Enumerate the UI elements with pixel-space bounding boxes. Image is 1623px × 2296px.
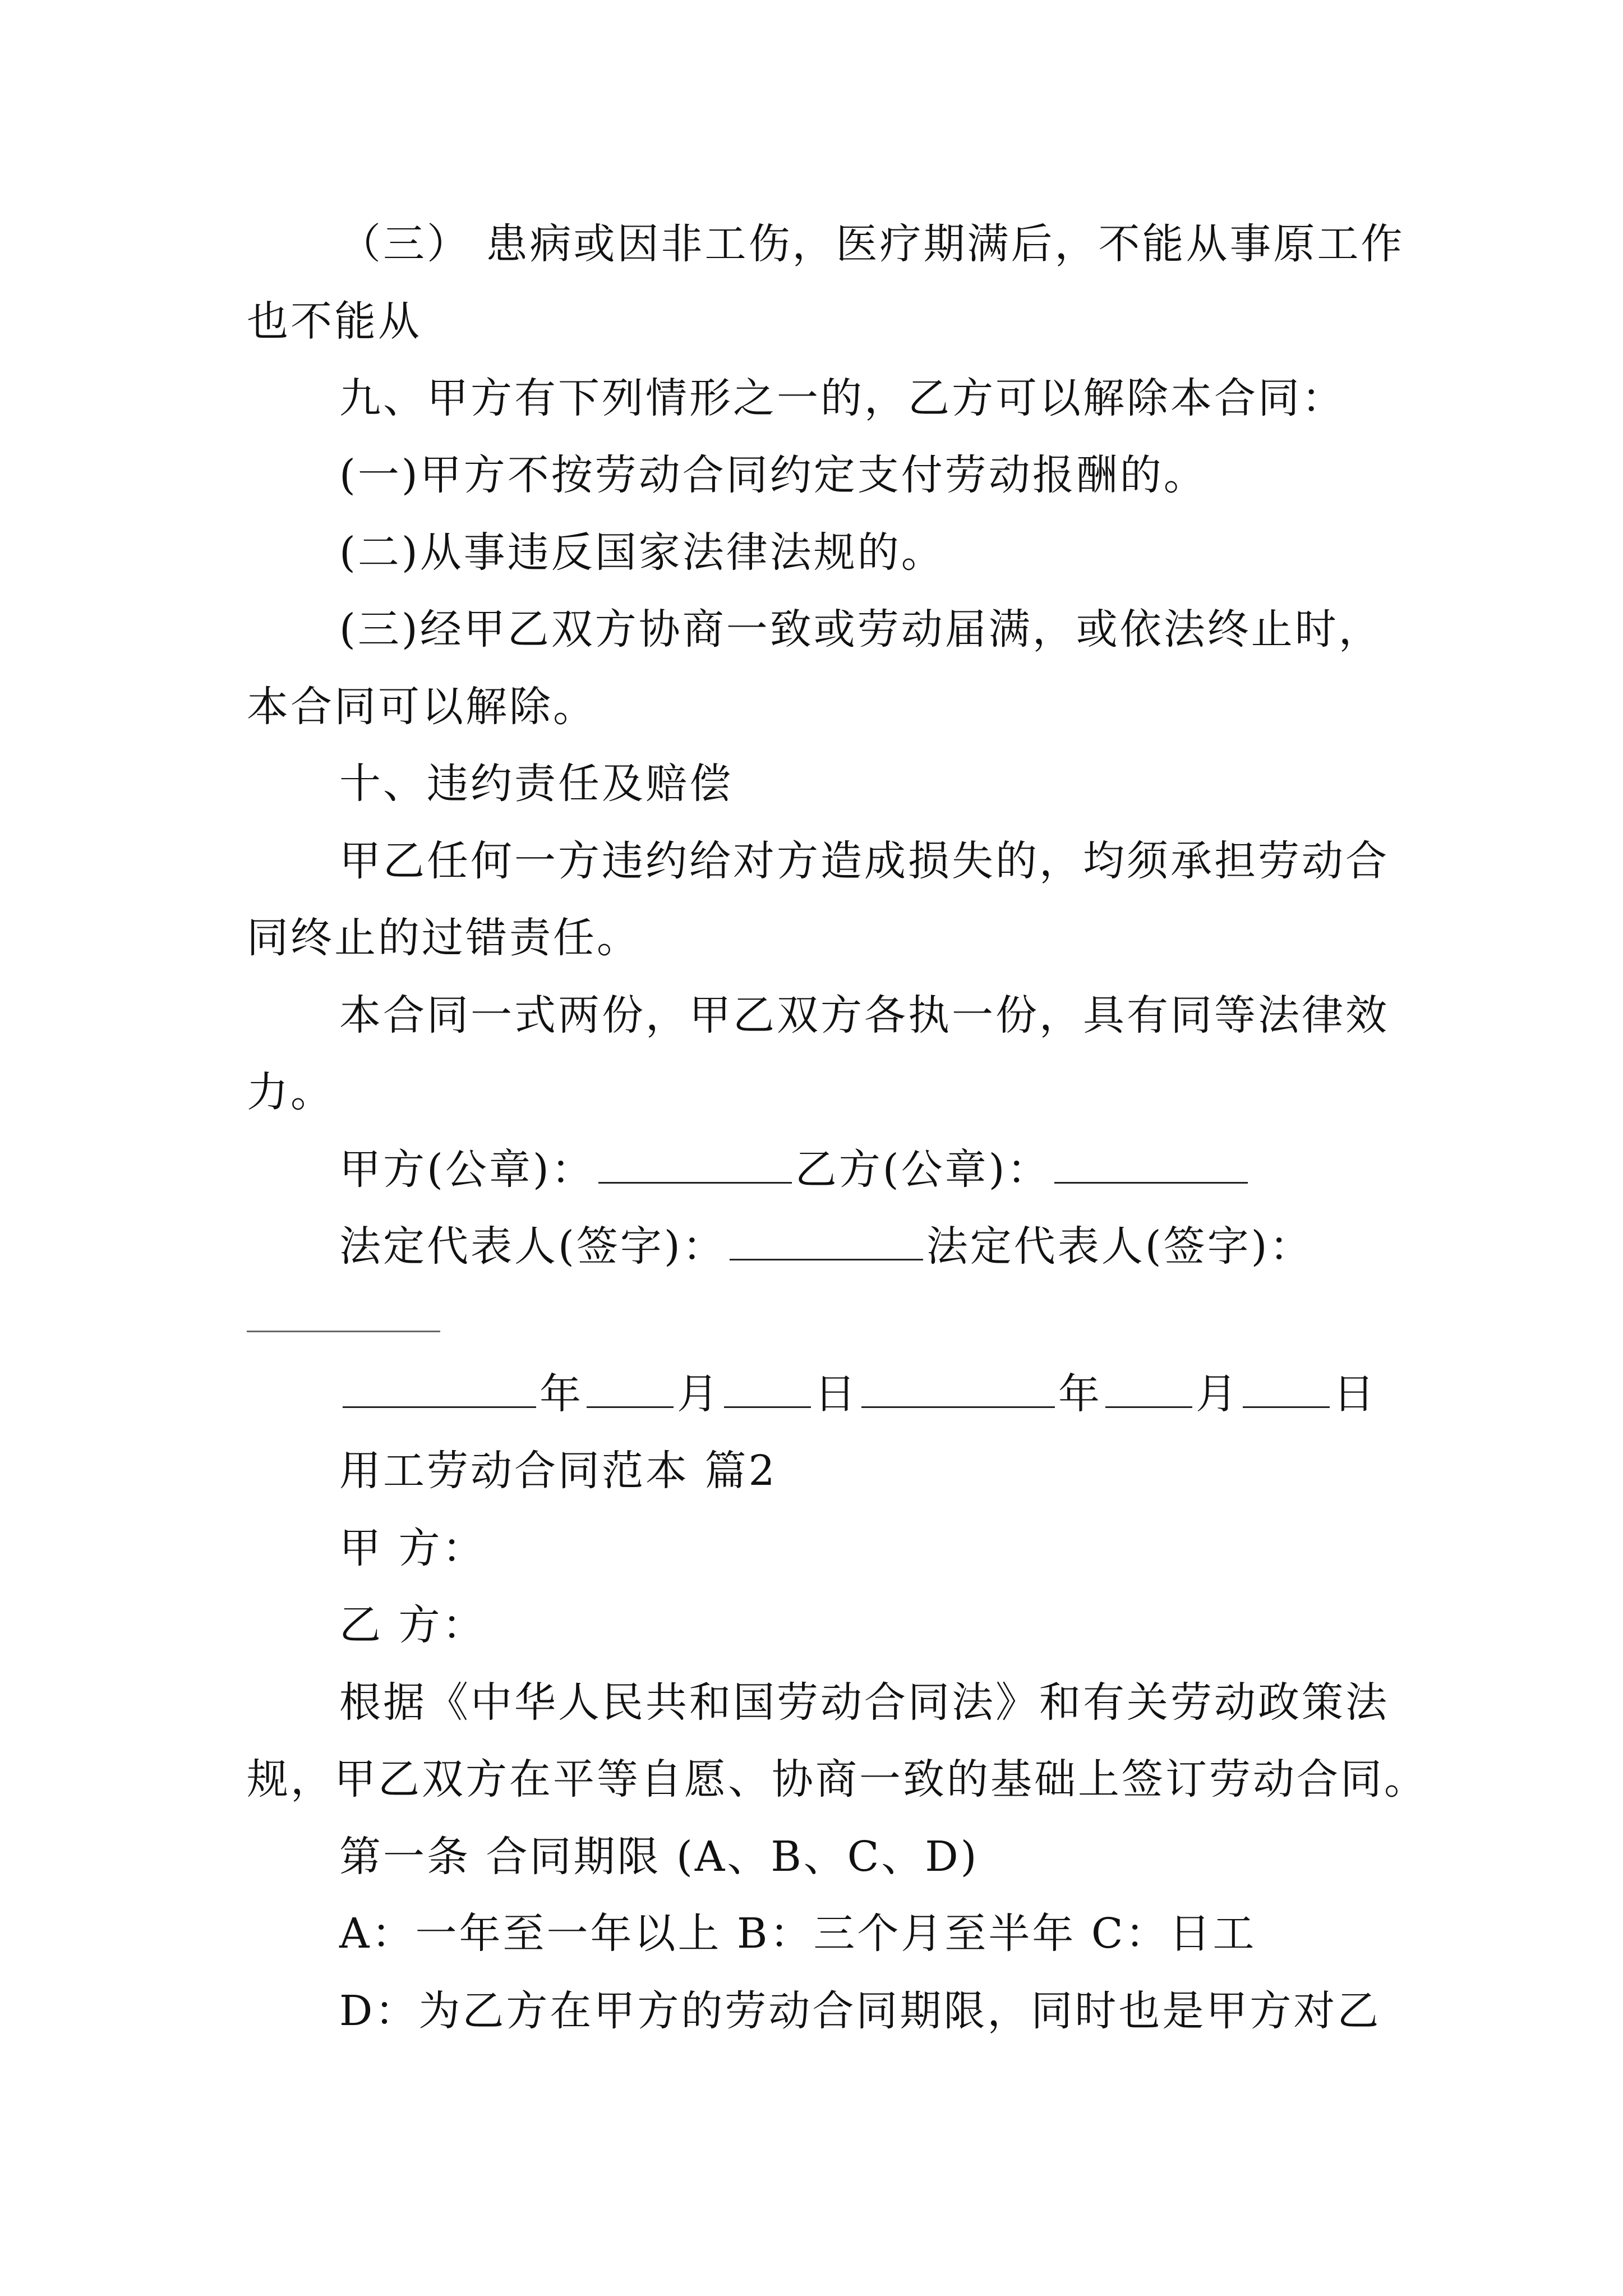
text-line: A：一年至一年以上 B：三个月至半年 C：日工 [339, 1910, 1257, 1958]
text-line: 根据《中华人民共和国劳动合同法》和有关劳动政策法 [339, 1678, 1389, 1727]
party-b-seal-blank [1054, 1143, 1248, 1184]
day-label: 日 [814, 1370, 858, 1418]
month-blank [1105, 1367, 1192, 1408]
seal-line [339, 1142, 1251, 1198]
signature-line [339, 1218, 1313, 1274]
year-blank [343, 1367, 536, 1408]
year-label: 年 [1058, 1370, 1102, 1418]
text-line: 力。 [247, 1068, 334, 1116]
text-line: （三） 患病或因非工伤，医疗期满后，不能从事原工作 [339, 220, 1405, 268]
clause-heading: 十、违约责任及赔偿 [339, 760, 733, 808]
text-line: 甲乙任何一方违约给对方造成损失的，均须承担劳动合 [339, 837, 1389, 885]
text-line: 也不能从 [247, 297, 422, 346]
party-a-seal-blank [598, 1143, 792, 1184]
month-blank [587, 1367, 674, 1408]
party-b-seal-label: 乙方(公章)： [795, 1145, 1051, 1194]
party-a-rep-blank [730, 1220, 923, 1260]
text-line: 同终止的过错责任。 [247, 914, 640, 962]
text-line: 规，甲乙双方在平等自愿、协商一致的基础上签订劳动合同。 [247, 1755, 1428, 1803]
text-line: (三)经甲乙双方协商一致或劳动届满，或依法终止时， [339, 605, 1382, 654]
party-b-rep-label: 法定代表人(签字)： [926, 1222, 1313, 1271]
text-line: (一)甲方不按劳动合同约定支付劳动报酬的。 [339, 451, 1207, 499]
party-a-seal-label: 甲方(公章)： [339, 1145, 595, 1194]
text-line: 本合同可以解除。 [247, 683, 597, 731]
day-label: 日 [1333, 1370, 1377, 1418]
month-label: 月 [677, 1370, 721, 1418]
party-b-rep-blank [247, 1331, 440, 1332]
party-b-line: 乙 方： [339, 1601, 486, 1649]
day-blank [724, 1367, 811, 1408]
text-line: 本合同一式两份，甲乙双方各执一份，具有同等法律效 [339, 991, 1389, 1039]
year-label: 年 [540, 1370, 583, 1418]
party-a-rep-label: 法定代表人(签字)： [339, 1222, 726, 1271]
clause-heading: 第一条 合同期限 (A、B、C、D) [339, 1833, 979, 1881]
date-line [339, 1366, 1377, 1422]
text-line: D：为乙方在甲方的劳动合同期限，同时也是甲方对乙 [339, 1987, 1381, 2035]
party-a-line: 甲 方： [339, 1524, 486, 1572]
text-line: (二)从事违反国家法律法规的。 [339, 528, 945, 577]
clause-heading: 九、甲方有下列情形之一的，乙方可以解除本合同： [339, 374, 1345, 422]
month-label: 月 [1196, 1370, 1239, 1418]
day-blank [1243, 1367, 1330, 1408]
section-title: 用工劳动合同范本 篇2 [339, 1447, 777, 1495]
year-blank [861, 1367, 1055, 1408]
